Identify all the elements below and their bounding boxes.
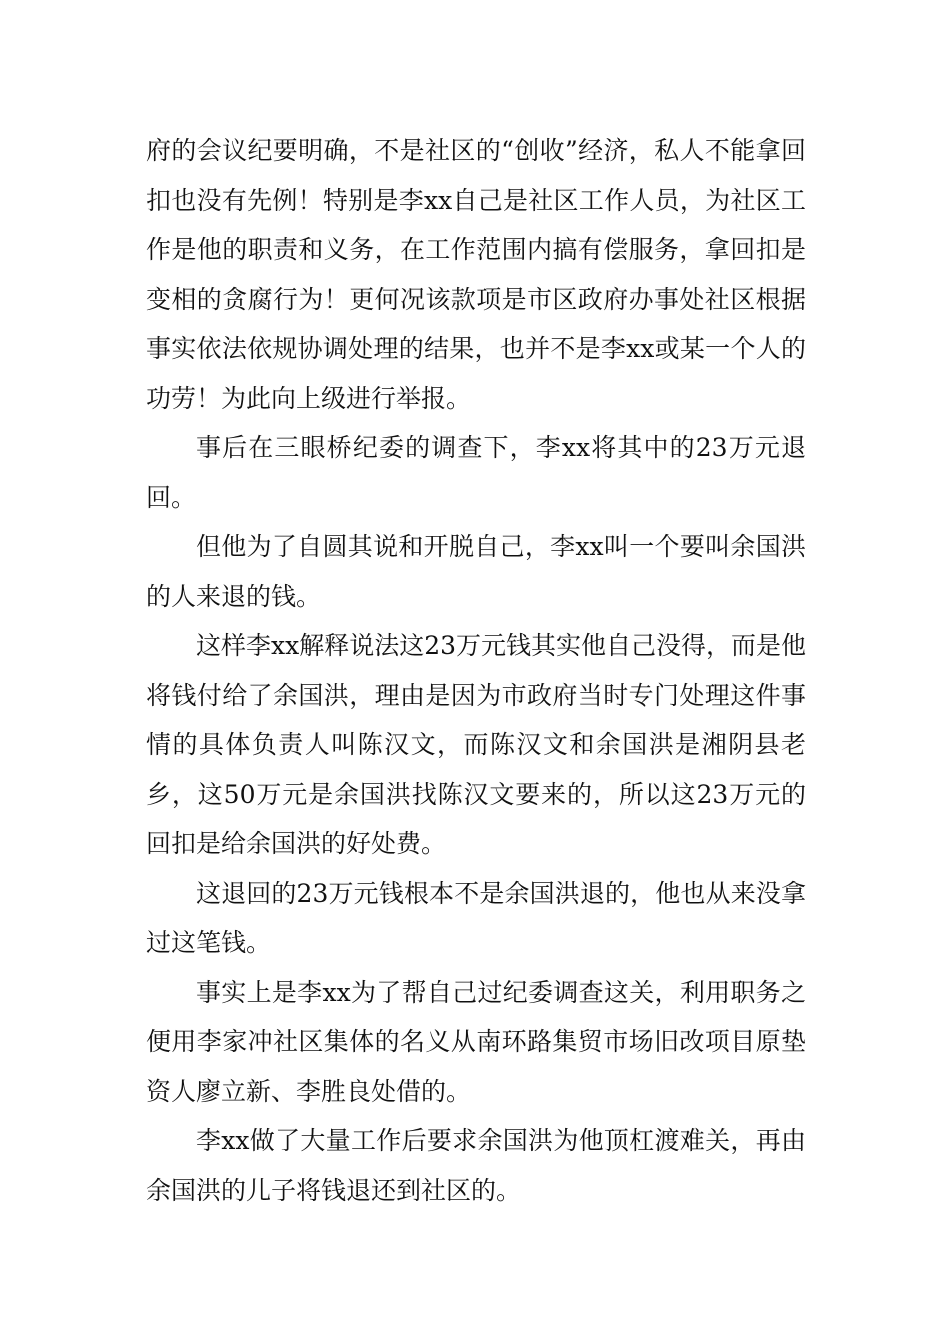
paragraph: 李xx做了大量工作后要求余国洪为他顶杠渡难关，再由余国洪的儿子将钱退还到社区的。 — [146, 1126, 806, 1205]
paragraph: 这样李xx解释说法这23万元钱其实他自己没得，而是他将钱付给了余国洪，理由是因为市政府当时专门处理这件事情的具体负责人叫陈汉文，而陈汉文和余国洪是湘阴县老乡，这50万元是余国洪找陈汉文要来的，所以这23万元的回扣是给余国洪的好处费。 — [146, 631, 807, 858]
paragraph: 但他为了自圆其说和开脱自己，李xx叫一个要叫余国洪的人来退的钱。 — [146, 532, 806, 611]
paragraph: 事实上是李xx为了帮自己过纪委调查这关，利用职务之便用李家冲社区集体的名义从南环路集贸市场旧改项目原垫资人廖立新、李胜良处借的。 — [146, 977, 806, 1106]
document-body — [146, 126, 806, 1215]
paragraph: 这退回的23万元钱根本不是余国洪退的，他也从来没拿过这笔钱。 — [146, 878, 806, 957]
paragraph-continued: 府的会议纪要明确，不是社区的“创收”经济，私人不能拿回扣也没有先例！特别是李xx自己是社区工作人员，为社区工作是他的职责和义务，在工作范围内搞有偿服务，拿回扣是变相的贪腐行为！更何况该款项是市区政府办事处社区根据事实依法依规协调处理的结果，也并不是李xx或某一个人的功劳！为此向上级进行举报。 — [146, 136, 806, 413]
paragraph: 事后在三眼桥纪委的调查下，李xx将其中的23万元退回。 — [146, 433, 806, 512]
